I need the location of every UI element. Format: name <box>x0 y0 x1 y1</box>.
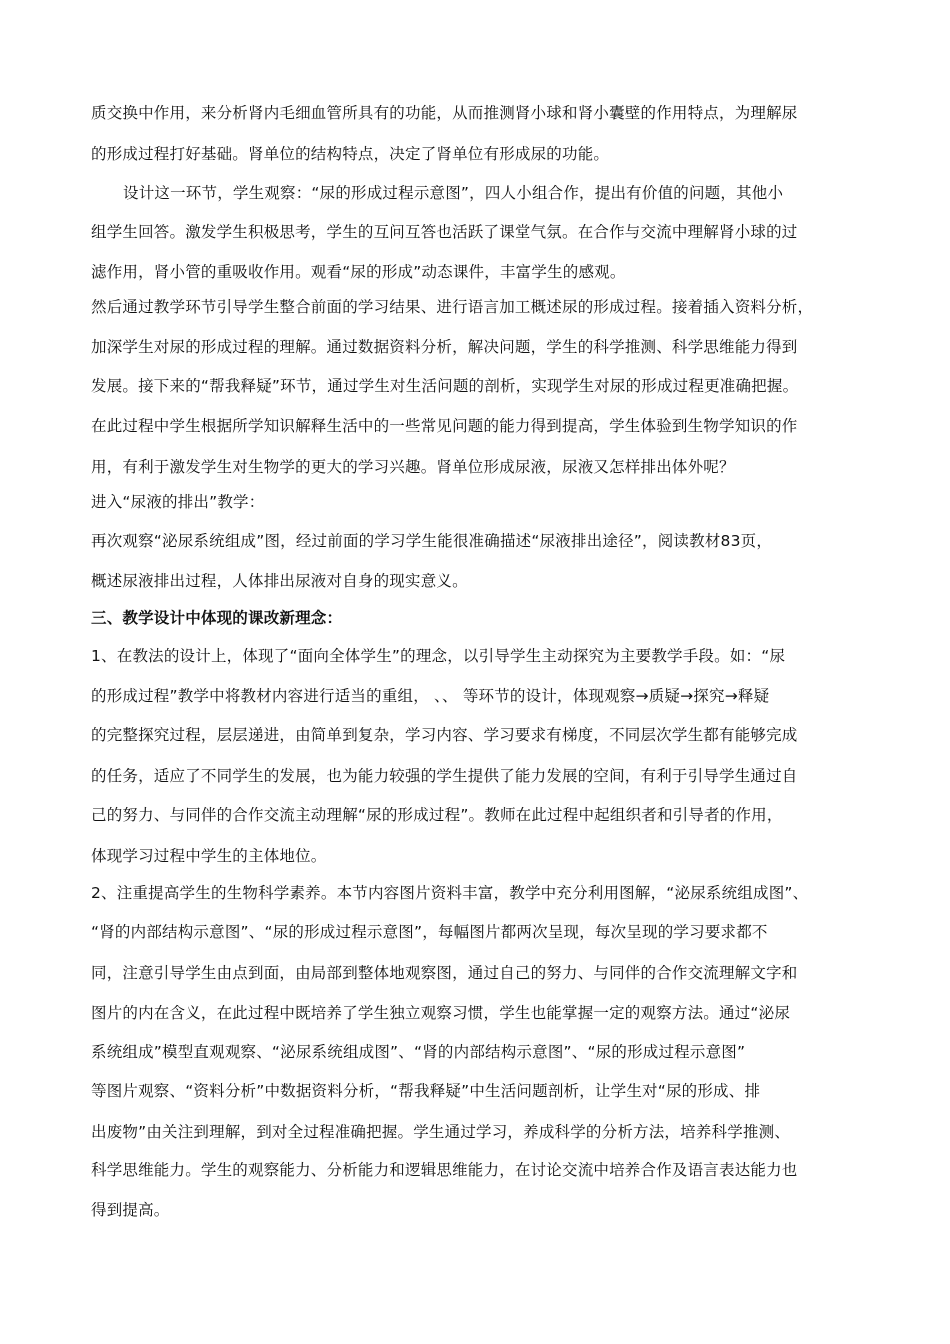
text-line: 质交换中作用，来分析肾内毛细血管所具有的功能，从而推测肾小球和肾小囊壁的作用特点，为理解尿 <box>91 104 798 122</box>
text-line: 同，注意引导学生由点到面，由局部到整体地观察图，通过自己的努力、与同伴的合作交流理解文字和 <box>91 964 798 982</box>
text-line: 出废物”由关注到理解，到对全过程准确把握。学生通过学习，养成科学的分析方法，培养科学推测、 <box>91 1123 791 1141</box>
text-line: 在此过程中学生根据所学知识解释生活中的一些常见问题的能力得到提高，学生体验到生物学知识的作 <box>91 417 798 435</box>
text-line: 得到提高。 <box>91 1201 170 1219</box>
text-line: 发展。接下来的“帮我释疑”环节，通过学生对生活问题的剖析，实现学生对尿的形成过程更准确把握。 <box>91 377 799 395</box>
text-line: 的任务，适应了不同学生的发展，也为能力较强的学生提供了能力发展的空间，有利于引导学生通过自 <box>91 767 798 785</box>
text-line: 用，有利于激发学生对生物学的更大的学习兴趣。肾单位形成尿液，尿液又怎样排出体外呢？ <box>91 458 735 476</box>
text-line: 然后通过教学环节引导学生整合前面的学习结果、进行语言加工概述尿的形成过程。接着插入资料分析， <box>91 298 814 316</box>
text-line: “肾的内部结构示意图”、“尿的形成过程示意图”，每幅图片都两次呈现，每次呈现的学习要求都不 <box>91 923 768 941</box>
text-line: 加深学生对尿的形成过程的理解。通过数据资料分析，解决问题，学生的科学推测、科学思维能力得到 <box>91 338 798 356</box>
text-line: 己的努力、与同伴的合作交流主动理解“尿的形成过程”。教师在此过程中起组织者和引导者的作用， <box>91 806 783 824</box>
text-line: 设计这一环节，学生观察：“尿的形成过程示意图”，四人小组合作，提出有价值的问题，其他小 <box>123 184 784 202</box>
text-line: 滤作用，肾小管的重吸收作用。观看“尿的形成”动态课件，丰富学生的感观。 <box>91 263 626 281</box>
text-line: 体现学习过程中学生的主体地位。 <box>91 847 327 865</box>
text-line: 进入“尿液的排出”教学： <box>91 493 265 511</box>
text-line: 的形成过程”教学中将教材内容进行适当的重组， 、、 等环节的设计，体现观察→质疑→探究→释疑 <box>91 687 770 705</box>
text-line: 图片的内在含义，在此过程中既培养了学生独立观察习惯，学生也能掌握一定的观察方法。通过“泌尿 <box>91 1004 791 1022</box>
text-line: 组学生回答。激发学生积极思考，学生的互问互答也活跃了课堂气氛。在合作与交流中理解肾小球的过 <box>91 223 798 241</box>
text-line: 科学思维能力。学生的观察能力、分析能力和逻辑思维能力，在讨论交流中培养合作及语言表达能力也 <box>91 1161 798 1179</box>
section-heading: 三、教学设计中体现的课改新理念： <box>91 609 343 627</box>
text-line: 的形成过程打好基础。肾单位的结构特点，决定了肾单位有形成尿的功能。 <box>91 145 610 163</box>
text-line: 等图片观察、“资料分析”中数据资料分析，“帮我释疑”中生活问题剖析，让学生对“尿的形成、排 <box>91 1082 761 1100</box>
text-line: 的完整探究过程，层层递进，由简单到复杂，学习内容、学习要求有梯度，不同层次学生都有能够完成 <box>91 726 798 744</box>
text-line: 1、在教法的设计上，体现了“面向全体学生”的理念，以引导学生主动探究为主要教学手段。如：“尿 <box>91 647 786 665</box>
text-line: 概述尿液排出过程，人体排出尿液对自身的现实意义。 <box>91 572 468 590</box>
text-line: 2、注重提高学生的生物科学素养。本节内容图片资料丰富，教学中充分利用图解，“泌尿系统组成图”、 <box>91 884 809 902</box>
text-line: 再次观察“泌尿系统组成”图，经过前面的学习学生能很准确描述“尿液排出途径”，阅读教材83页， <box>91 532 773 550</box>
text-line: 系统组成”模型直观观察、“泌尿系统组成图”、“肾的内部结构示意图”、“尿的形成过程示意图” <box>91 1043 746 1061</box>
